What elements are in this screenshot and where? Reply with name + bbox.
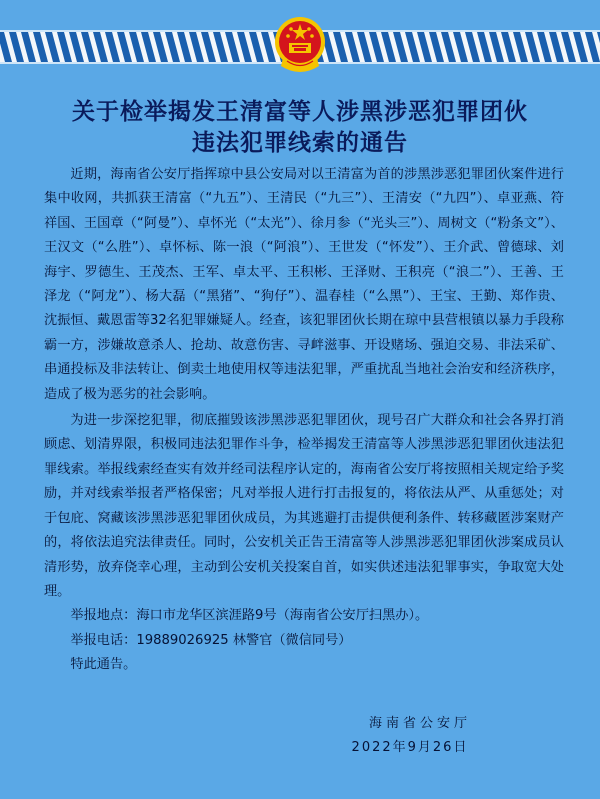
title-line-2: 违法犯罪线索的通告 bbox=[192, 129, 408, 156]
issuer: 海南省公安厅 bbox=[368, 716, 471, 731]
closing-line: 特此通告。 bbox=[70, 657, 137, 673]
report-address: 举报地点：海口市龙华区滨涯路9号（海南省公安厅扫黑办）。 bbox=[70, 608, 429, 624]
notice-title bbox=[0, 96, 600, 158]
national-emblem-icon bbox=[273, 14, 327, 76]
report-phone: 举报电话：19889026925 林警官（微信同号） bbox=[70, 632, 352, 648]
signature-block bbox=[340, 712, 480, 760]
notice-body bbox=[44, 163, 564, 678]
title-line-1: 关于检举揭发王清富等人涉黑涉恶犯罪团伙 bbox=[72, 98, 528, 125]
paragraph-1: 近期，海南省公安厅指挥琼中县公安局对以王清富为首的涉黑涉恶犯罪团伙案件进行集中收网，共抓获王清富（“九五”）、王清民（“九三”）、王清安（“九四”）、卓亚燕、符祥国、王国章（“阿曼”）、卓怀光（“太光”）、徐月参（“光头三”）、周树文（“粉条文”）、王汉文（“么胜”）、卓怀标、陈一浪（“阿浪”）、王世发（“怀发”）、王介武、曾德球、刘海宇、罗德生、王茂杰、王军、卓太平、王积彬、王泽财、王积亮（“浪二”）、王善、王泽龙（“阿龙”）、杨大磊（“黑猪”、“狗仔”）、温春桂（“么黑”）、王宝、王勤、郑作贵、沈振恒、戴恩雷等32名犯罪嫌疑人。经查，该犯罪团伙长期在琼中县营根镇以暴力手段称霸一方，涉嫌故意杀人、抢劫、故意伤害、寻衅滋事、开设赌场、强迫交易、非法采矿、串通投标及非法转让、倒卖土地使用权等违法犯罪，严重扰乱当地社会治安和经济秩序，造成了极为恶劣的社会影响。 bbox=[44, 167, 564, 402]
issue-date: 2022年9月26日 bbox=[351, 740, 469, 755]
paragraph-2: 为进一步深挖犯罪，彻底摧毁该涉黑涉恶犯罪团伙，现号召广大群众和社会各界打消顾虑、划清界限，积极同违法犯罪作斗争，检举揭发王清富等人涉黑涉恶犯罪团伙违法犯罪线索。举报线索经查实有效并经司法程序认定的，海南省公安厅将按照相关规定给予奖励，并对线索举报者严格保密；凡对举报人进行打击报复的，将依法从严、从重惩处；对于包庇、窝藏该涉黑涉恶犯罪团伙成员，为其逃避打击提供便利条件、转移藏匿涉案财产的，将依法追究法律责任。同时，公安机关正告王清富等人涉黑涉恶犯罪团伙涉案成员认清形势，放弃侥幸心理，主动到公安机关投案自首，如实供述违法犯罪事实，争取宽大处理。 bbox=[44, 413, 564, 599]
